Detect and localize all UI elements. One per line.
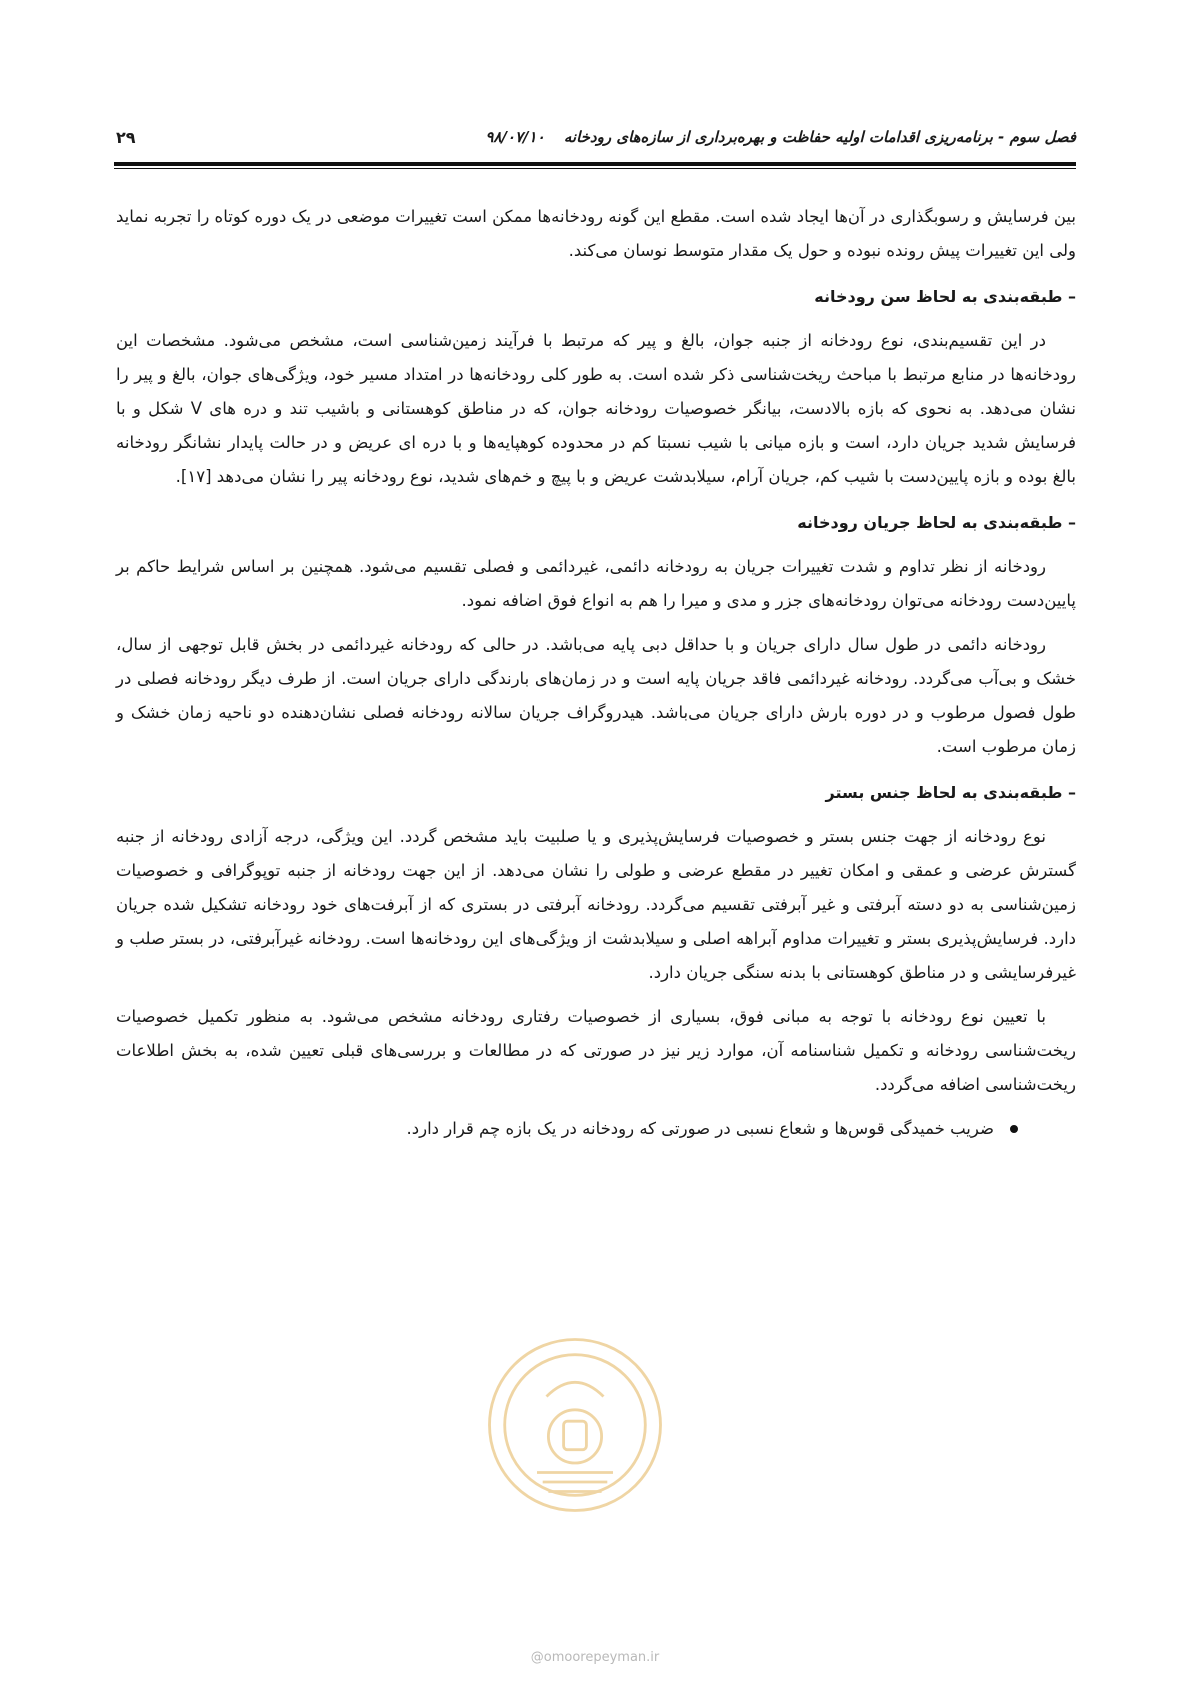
bullet-item — [116, 1112, 1018, 1146]
paragraph: بین فرسایش و رسوبگذاری در آن‌ها ایجاد شده است. مقطع این گونه رودخانه‌ها ممکن است تغییرات موضعی در یک دوره کوتاه را تجربه نماید ولی این تغییرات پیش رونده نبوده و حول یک مقدار متوسط نوسان می‌کند. — [116, 207, 1076, 260]
paragraph: نوع رودخانه از جهت جنس بستر و خصوصیات فرسایش‌پذیری و یا صلبیت باید مشخص گردد. این ویژگی، درجه آزادی رودخانه از جنبه گسترش عرضی و عمقی و امکان تغییر در مقطع عرضی و طولی را نشان می‌دهد. از این جهت رودخانه از جنبه توپوگرافی و خصوصیات زمین‌شناسی به دو دسته آبرفتی و غیر آبرفتی تقسیم می‌گردد. رودخانه آبرفتی در بستری که از آبرفت‌های خود رودخانه تشکیل شده جریان دارد. فرسایش‌پذیری بستر و تغییرات مداوم آبراهه اصلی و سیلابدشت از ویژگی‌های این رودخانه‌ها است. رودخانه غیرآبرفتی، در بستر صلب و غیرفرسایشی و در مناطق کوهستانی با بدنه سنگی جریان دارد. — [116, 827, 1076, 982]
bullet-list — [116, 1112, 1076, 1146]
paragraph: رودخانه دائمی در طول سال دارای جریان و با حداقل دبی پایه می‌باشد. در حالی که رودخانه غیردائمی در بخش قابل توجهی از سال، خشک و بی‌آب می‌گردد. رودخانه غیردائمی فاقد جریان پایه است و در زمان‌های بارندگی دارای جریان است. از طرف دیگر رودخانه فصلی در طول فصول مرطوب و در دوره بارش دارای جریان می‌باشد. هیدروگراف جریان سالانه رودخانه فصلی نشان‌دهنده دو ناحیه زمان خشک و زمان مرطوب است. — [116, 635, 1076, 756]
chapter-title-text: فصل سوم - برنامه‌ریزی اقدامات اولیه حفاظت و بهره‌برداری از سازه‌های رودخانه — [563, 128, 1076, 146]
section-heading: – طبقه‌بندی به لحاظ سن رودخانه — [814, 287, 1076, 306]
paragraph: در این تقسیم‌بندی، نوع رودخانه از جنبه جوان، بالغ و پیر که مرتبط با فرآیند زمین‌شناسی است، مشخص می‌شود. مشخصات این رودخانه‌ها در منابع مرتبط با مباحث ریخت‌شناسی ذکر شده است. به طور کلی رودخانه‌ها در امتداد مسیر خود، ویژگی‌های جوان، بالغ و پیر را نشان می‌دهد. به نحوی که بازه بالادست، بیانگر خصوصیات رودخانه جوان، که در مناطق کوهستانی و باشیب تند و دره های V شکل و با فرسایش شدید جریان دارد، است و بازه میانی با شیب نسبتا کم در محدوده کوهپایه‌ها و با دره ای عریض و در حالت پایدار نشانگر رودخانه بالغ بوده و بازه پایین‌دست با شیب کم، جریان آرام، سیلابدشت عریض و با پیچ و خم‌های شدید، نوع رودخانه پیر را نشان می‌دهد [۱۷]. — [116, 331, 1076, 486]
seal-watermark-icon — [480, 1330, 670, 1520]
chapter-title — [485, 128, 1076, 146]
paragraph: با تعیین نوع رودخانه با توجه به مبانی فوق، بسیاری از خصوصیات رفتاری رودخانه مشخص می‌شود. به منظور تکمیل خصوصیات ریخت‌شناسی رودخانه و تکمیل شناسنامه آن، موارد زیر نیز در صورتی که در مطالعات و بررسی‌های قبلی تعیین شده، به بخش اطلاعات ریخت‌شناسی اضافه می‌گردد. — [116, 1007, 1076, 1094]
header-rule-thick — [114, 162, 1076, 166]
header-date: ۹۸/۰۷/۱۰ — [485, 128, 545, 146]
bullet-dot-icon — [1010, 1125, 1018, 1133]
header-rule-thin — [114, 168, 1076, 169]
page-header — [116, 128, 1076, 158]
bullet-text: ضریب خمیدگی قوس‌ها و شعاع نسبی در صورتی که رودخانه در یک بازه چم قرار دارد. — [406, 1119, 994, 1138]
header-rule — [114, 162, 1076, 169]
watermark-url: @omoorepeyman.ir — [530, 1650, 660, 1665]
page-number: ۲۹ — [116, 128, 136, 147]
document-body — [116, 200, 1076, 1146]
paragraph: رودخانه از نظر تداوم و شدت تغییرات جریان به رودخانه دائمی، غیردائمی و فصلی تقسیم می‌شود. همچنین بر اساس شرایط حاکم بر پایین‌دست رودخانه می‌توان رودخانه‌های جزر و مدی و میرا را هم به انواع فوق اضافه نمود. — [116, 557, 1076, 610]
section-heading: – طبقه‌بندی به لحاظ جریان رودخانه — [797, 513, 1076, 532]
section-heading: – طبقه‌بندی به لحاظ جنس بستر — [825, 783, 1076, 802]
